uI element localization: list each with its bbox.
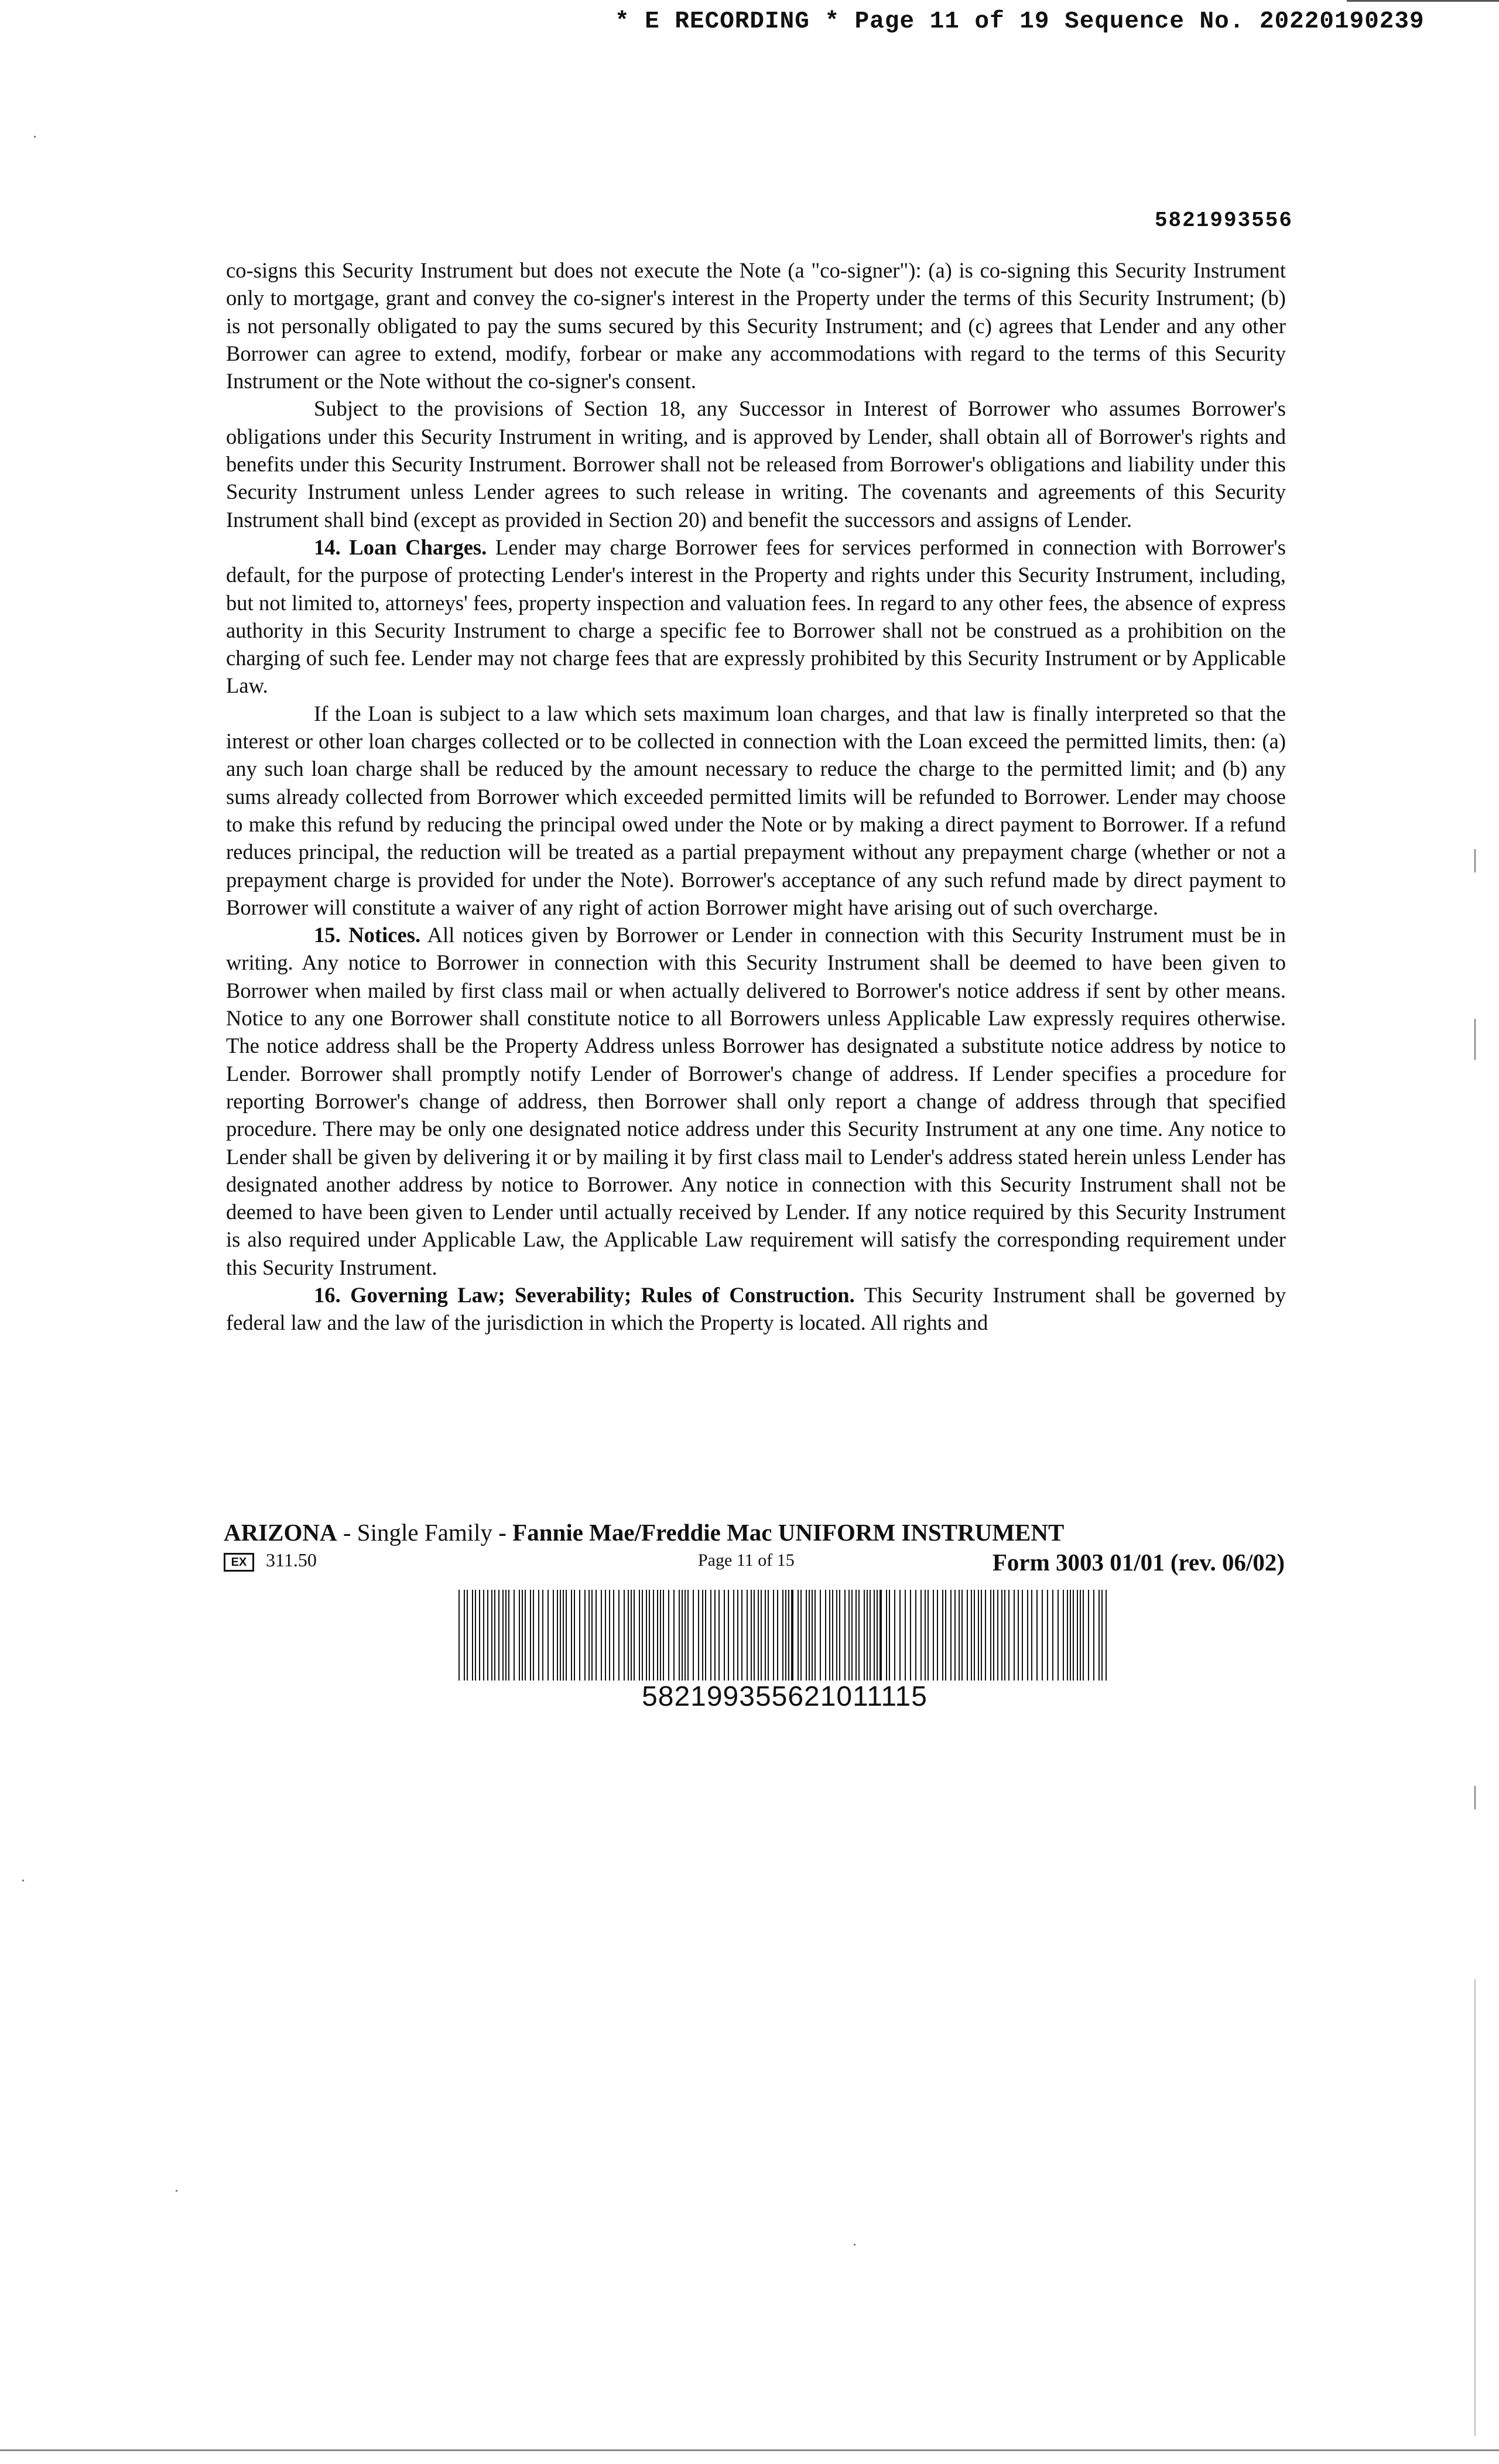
- barcode-bar: [820, 1590, 821, 1681]
- barcode-bar: [634, 1590, 635, 1681]
- barcode-bar: [791, 1590, 793, 1681]
- barcode-bar: [990, 1590, 991, 1681]
- barcode-bar: [858, 1590, 860, 1681]
- section-16-heading: 16. Governing Law; Severability; Rules of Construction.: [314, 1282, 855, 1307]
- barcode-bar: [1001, 1590, 1002, 1681]
- barcode-bar: [613, 1590, 614, 1681]
- barcode-bar: [609, 1590, 610, 1681]
- footer-state: ARIZONA: [224, 1519, 337, 1546]
- barcode-bar: [864, 1590, 865, 1681]
- barcode-bar: [624, 1590, 625, 1681]
- barcode-bar: [467, 1590, 468, 1681]
- barcode-bar: [737, 1590, 738, 1681]
- barcode-bar: [867, 1590, 868, 1681]
- section-16-text: This Security Instrument shall be governed by federal law and the law of the jurisdiction in which the Property is located. All rights and: [226, 1282, 1286, 1335]
- barcode-bar: [848, 1590, 850, 1681]
- barcode-bar: [631, 1590, 632, 1681]
- barcode-bar: [1077, 1590, 1078, 1681]
- section-14-heading: 14. Loan Charges.: [314, 535, 487, 559]
- barcode-bar: [874, 1590, 875, 1681]
- barcode-bar: [879, 1590, 882, 1681]
- section-15: [226, 921, 1286, 1281]
- barcode-bar: [768, 1590, 769, 1681]
- barcode-bar: [832, 1590, 833, 1681]
- barcode-bar: [1106, 1590, 1107, 1681]
- barcode-bar: [886, 1590, 887, 1681]
- document-number: 5821993556: [1154, 208, 1293, 232]
- barcode-bar: [1047, 1590, 1048, 1681]
- section-14: [226, 533, 1286, 700]
- barcode-bar: [1057, 1590, 1059, 1681]
- barcode-bar: [563, 1590, 564, 1681]
- barcode-bar: [660, 1590, 661, 1681]
- scan-mark: [176, 2190, 177, 2192]
- barcode-bar: [547, 1590, 549, 1681]
- barcode-bar: [1014, 1590, 1015, 1681]
- ex-badge-icon: EX: [224, 1553, 254, 1572]
- barcode-bar: [491, 1590, 492, 1681]
- barcode-bar: [754, 1590, 755, 1681]
- barcode-bar: [571, 1590, 572, 1681]
- barcode-bar: [844, 1590, 846, 1681]
- barcode-bar: [1052, 1590, 1053, 1681]
- barcode-bar: [1070, 1590, 1071, 1681]
- scan-mark: [1474, 849, 1476, 872]
- barcode-bar: [1101, 1590, 1103, 1681]
- barcode-bar: [894, 1590, 895, 1681]
- barcode-bar: [741, 1590, 742, 1681]
- barcode-bar: [560, 1590, 561, 1681]
- barcode-bar: [765, 1590, 766, 1681]
- barcode-bar: [642, 1590, 643, 1681]
- barcode-bar: [584, 1590, 586, 1681]
- barcode-bar: [971, 1590, 972, 1681]
- barcode-bar: [653, 1590, 654, 1681]
- barcode-bar: [1042, 1590, 1043, 1681]
- barcode-bar: [751, 1590, 752, 1681]
- barcode-bar: [915, 1590, 916, 1681]
- barcode-bar: [920, 1590, 922, 1681]
- barcode-bar: [981, 1590, 982, 1681]
- barcode-bar: [472, 1590, 473, 1681]
- bottom-rule: [0, 2449, 1499, 2451]
- barcode-bar: [1088, 1590, 1089, 1681]
- barcode-bar: [836, 1590, 837, 1681]
- barcode-bar: [839, 1590, 840, 1681]
- barcode-bar: [574, 1590, 575, 1681]
- section-15-heading: 15. Notices.: [314, 923, 421, 947]
- barcode-bar: [933, 1590, 934, 1681]
- barcode-bar: [1004, 1590, 1005, 1681]
- barcode-bar: [1008, 1590, 1009, 1681]
- barcode-bar: [628, 1590, 629, 1681]
- barcode-bar: [705, 1590, 706, 1681]
- section-14-text: Lender may charge Borrower fees for services performed in connection with Borrower's default, for the purpose of protecting Lender's interest in the Property and rights under this Security Instrument, including, but not limited to, attorneys' fees, property inspection and valuation fees. In regard to any other fees, the absence of express authority in this Security Instrument to charge a specific fee to Borrower shall not be construed as a prohibition on the charging of such fee. Lender may not charge fees that are expressly prohibited by this Security Instrument or by Applicable Law.: [226, 535, 1286, 698]
- barcode-bar: [668, 1590, 669, 1681]
- barcode-bar: [925, 1590, 926, 1681]
- barcode-bar: [1080, 1590, 1081, 1681]
- scan-mark: [1474, 1019, 1476, 1060]
- barcode-bar: [829, 1590, 830, 1681]
- barcode-bar: [458, 1590, 460, 1681]
- barcode-bar: [733, 1590, 734, 1681]
- barcode-bar: [800, 1590, 802, 1681]
- barcode-bar: [693, 1590, 694, 1681]
- barcode-bar: [785, 1590, 786, 1681]
- barcode-bar: [639, 1590, 640, 1681]
- barcode-bar: [1098, 1590, 1100, 1681]
- barcode-bar: [525, 1590, 526, 1681]
- barcode-bar: [851, 1590, 853, 1681]
- barcode-bar: [698, 1590, 699, 1681]
- barcode-bar: [1083, 1590, 1084, 1681]
- barcode-bar: [899, 1590, 901, 1681]
- barcode-bar: [679, 1590, 680, 1681]
- barcode-bar: [533, 1590, 534, 1681]
- barcode-bar: [825, 1590, 826, 1681]
- barcode-bar: [591, 1590, 593, 1681]
- barcode-bar: [1073, 1590, 1074, 1681]
- barcode-bar: [910, 1590, 911, 1681]
- barcode-bar: [601, 1590, 602, 1681]
- barcode: [456, 1590, 1112, 1681]
- barcode-bar: [870, 1590, 871, 1681]
- barcode-bar: [553, 1590, 554, 1681]
- barcode-bar: [718, 1590, 720, 1681]
- scan-mark: [854, 2244, 855, 2246]
- barcode-bar: [649, 1590, 650, 1681]
- barcode-bar: [710, 1590, 711, 1681]
- barcode-bar: [479, 1590, 480, 1681]
- barcode-bar: [1036, 1590, 1038, 1681]
- header-rule: [1347, 0, 1499, 2]
- barcode-bar: [728, 1590, 729, 1681]
- barcode-bar: [519, 1590, 520, 1681]
- barcode-bar: [522, 1590, 523, 1681]
- paragraph-cosigner: co-signs this Security Instrument but does not execute the Note (a "co-signer"): (a) is co-signing this Security Instrument only to mortgage, grant and convey the co-signer's interest in the Property under the terms of this Security Instrument; (b) is not personally obligated to pay the sums secured by this Security Instrument; and (c) agrees that Lender and any other Borrower can agree to extend, modify, forbear or make any accommodations with regard to the terms of this Security Instrument or the Note without the co-signer's consent.: [226, 258, 1286, 393]
- barcode-bar: [959, 1590, 960, 1681]
- barcode-digits: 582199355621011115: [642, 1681, 928, 1712]
- barcode-bar: [782, 1590, 783, 1681]
- barcode-bar: [663, 1590, 664, 1681]
- barcode-bar: [985, 1590, 986, 1681]
- barcode-bar: [618, 1590, 620, 1681]
- barcode-bar: [646, 1590, 647, 1681]
- paragraph-successor: Subject to the provisions of Section 18, any Successor in Interest of Borrower who assumes Borrower's obligations under this Security Instrument in writing, and is approved by Lender, shall obtain all of Borrower's rights and benefits under this Security Instrument. Borrower shall not be released from Borrower's obligations and liability under this Security Instrument unless Lender agrees to such release in writing. The covenants and agreements of this Security Instrument shall bind (except as provided in Section 20) and benefit the successors and assigns of Lender.: [226, 396, 1286, 532]
- barcode-bar: [937, 1590, 938, 1681]
- barcode-bar: [657, 1590, 658, 1681]
- barcode-bar: [905, 1590, 906, 1681]
- scan-mark: [22, 1880, 24, 1881]
- barcode-bar: [483, 1590, 484, 1681]
- barcode-bar: [928, 1590, 929, 1681]
- scan-mark: [34, 136, 36, 138]
- barcode-bar: [942, 1590, 943, 1681]
- footer-dash-1: -: [337, 1519, 357, 1546]
- barcode-bar: [724, 1590, 725, 1681]
- barcode-bar: [557, 1590, 558, 1681]
- barcode-bar: [508, 1590, 509, 1681]
- barcode-bar: [487, 1590, 488, 1681]
- barcode-bar: [997, 1590, 998, 1681]
- barcode-bar: [773, 1590, 774, 1681]
- barcode-bar: [809, 1590, 810, 1681]
- barcode-bar: [950, 1590, 952, 1681]
- barcode-bar: [788, 1590, 789, 1681]
- barcode-bar: [1093, 1590, 1094, 1681]
- barcode-bar: [889, 1590, 890, 1681]
- barcode-bar: [605, 1590, 606, 1681]
- barcode-bar: [685, 1590, 686, 1681]
- barcode-bar: [1022, 1590, 1023, 1681]
- document-body: [226, 256, 1286, 1337]
- footer-form-code: 311.50: [266, 1549, 317, 1570]
- barcode-bar: [588, 1590, 590, 1681]
- barcode-bar: [855, 1590, 857, 1681]
- barcode-bar: [596, 1590, 597, 1681]
- barcode-bar: [542, 1590, 543, 1681]
- barcode-bar: [682, 1590, 683, 1681]
- scan-mark: [1474, 1979, 1476, 2436]
- barcode-bar: [978, 1590, 979, 1681]
- barcode-bar: [464, 1590, 465, 1681]
- footer-family: Single Family: [357, 1519, 493, 1546]
- barcode-bar: [747, 1590, 748, 1681]
- barcode-bar: [702, 1590, 703, 1681]
- barcode-bar: [475, 1590, 476, 1681]
- barcode-bar: [758, 1590, 759, 1681]
- barcode-bar: [974, 1590, 975, 1681]
- barcode-bar: [673, 1590, 675, 1681]
- footer-instrument: Fannie Mae/Freddie Mac UNIFORM INSTRUMENT: [512, 1519, 1065, 1546]
- barcode-bar: [945, 1590, 946, 1681]
- section-16: [226, 1281, 1286, 1337]
- barcode-bar: [514, 1590, 515, 1681]
- barcode-bar: [967, 1590, 968, 1681]
- barcode-bar: [961, 1590, 963, 1681]
- barcode-bar: [761, 1590, 762, 1681]
- barcode-bar: [777, 1590, 778, 1681]
- section-15-text: All notices given by Borrower or Lender in connection with this Security Instrument must be in writing. Any notice to Borrower in connection with this Security Instrument shall be deemed to have been given to Borrower when mailed by first class mail or when actually delivered to Borrower's notice address if sent by other means. Notice to any one Borrower shall constitute notice to all Borrowers unless Applicable Law expressly requires otherwise. The notice address shall be the Property Address unless Borrower has designated a substitute notice address by notice to Lender. Borrower shall promptly notify Lender of Borrower's change of address. If Lender specifies a procedure for reporting Borrower's change of address, then Borrower shall only report a change of address through that specified procedure. There may be only one designated notice address under this Security Instrument at any one time. Any notice to Lender shall be given by delivering it or by mailing it by first class mail to Lender's address stated herein unless Lender has designated another address by notice to Borrower. Any notice in connection with this Security Instrument shall not be deemed to have been given to Lender until actually received by Lender. If any notice required by this Security Instrument is also required under Applicable Law, the Applicable Law requirement will satisfy the corresponding requirement under this Security Instrument.: [226, 923, 1286, 1279]
- scan-mark: [1474, 1786, 1476, 1809]
- barcode-bar: [1067, 1590, 1068, 1681]
- barcode-bar: [538, 1590, 539, 1681]
- barcode-bar: [566, 1590, 567, 1681]
- recording-header: * E RECORDING * Page 11 of 19 Sequence No. 20220190239: [615, 8, 1425, 35]
- footer-dash-2: -: [492, 1519, 513, 1546]
- footer-form-title: [224, 1518, 1289, 1546]
- footer-page-label: Page 11 of 15: [698, 1551, 795, 1570]
- barcode-bar: [877, 1590, 878, 1681]
- barcode-bar: [806, 1590, 807, 1681]
- paragraph-loan-limits: If the Loan is subject to a law which sets maximum loan charges, and that law is finally interpreted so that the interest or other loan charges collected or to be collected in connection with the Loan exceed the permitted limits, then: (a) any such loan charge shall be reduced by the amount necessary to reduce the charge to the permitted limit; and (b) any sums already collected from Borrower which exceeded permitted limits will be refunded to Borrower. Lender may choose to make this refund by reducing the principal owed under the Note or by making a direct payment to Borrower. If a refund reduces principal, the reduction will be treated as a partial prepayment without any prepayment charge (whether or not a prepayment charge is provided for under the Note). Borrower's acceptance of any such refund made by direct payment to Borrower will constitute a waiver of any right of action Borrower might have arising out of such overcharge.: [226, 701, 1286, 919]
- footer-form-info: [224, 1549, 1289, 1579]
- footer-form-number: Form 3003 01/01 (rev. 06/02): [992, 1549, 1285, 1576]
- barcode-bar: [954, 1590, 956, 1681]
- barcode-bar: [814, 1590, 816, 1681]
- barcode-bar: [1063, 1590, 1064, 1681]
- barcode-bar: [502, 1590, 504, 1681]
- barcode-bar: [714, 1590, 716, 1681]
- barcode-bar: [812, 1590, 813, 1681]
- barcode-bar: [687, 1590, 689, 1681]
- barcode-bar: [498, 1590, 499, 1681]
- barcode-bar: [993, 1590, 994, 1681]
- barcode-bar: [494, 1590, 495, 1681]
- barcode-bar: [1018, 1590, 1019, 1681]
- barcode-bar: [1027, 1590, 1028, 1681]
- barcode-bar: [530, 1590, 531, 1681]
- barcode-bar: [1031, 1590, 1032, 1681]
- barcode-bar: [798, 1590, 799, 1681]
- barcode-bar: [505, 1590, 506, 1681]
- barcode-bar: [579, 1590, 580, 1681]
